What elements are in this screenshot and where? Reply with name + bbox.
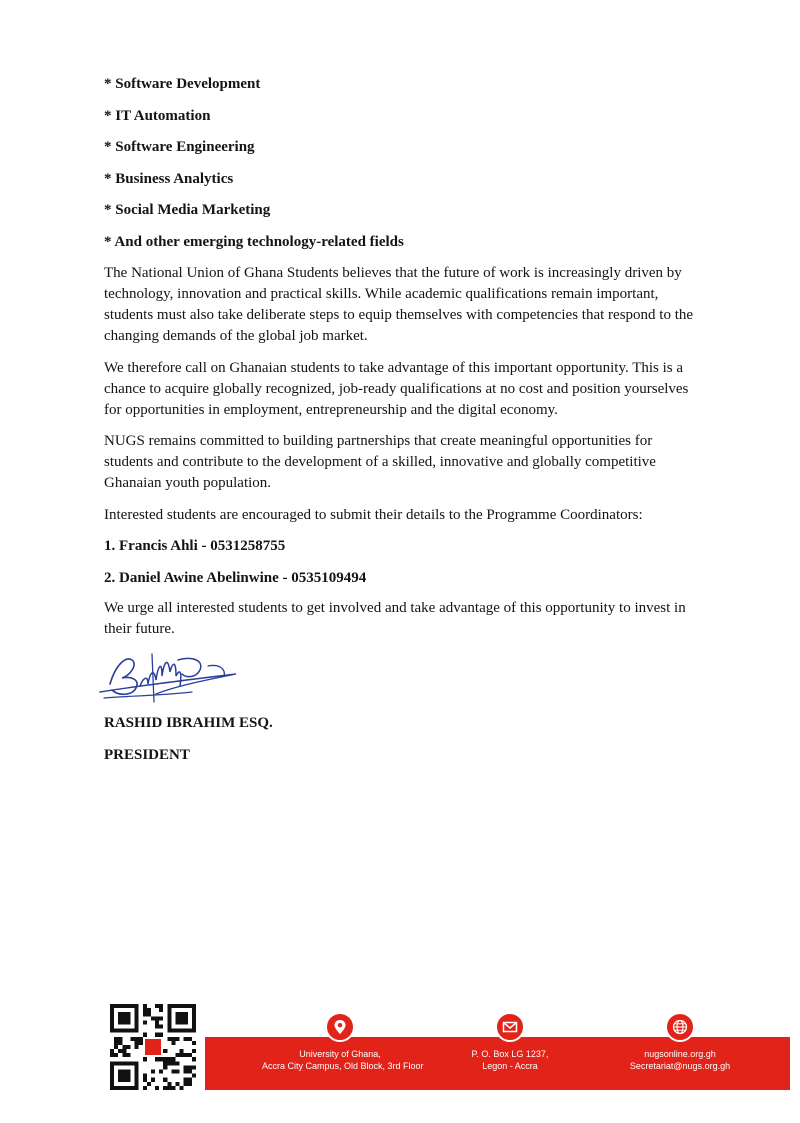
qr-module [122,1086,126,1090]
qr-module [159,1008,163,1012]
qr-module [118,1037,122,1041]
qr-module [110,1078,114,1082]
qr-module [159,1004,163,1008]
paragraph-submit-details: Interested students are encouraged to submit their details to the Programme Coordinators: [104,507,643,523]
qr-module [176,1061,180,1065]
qr-module [184,1078,188,1082]
qr-module [167,1024,171,1028]
footer-address [262,1012,424,1072]
qr-module [143,1008,147,1012]
qr-module [122,1078,126,1082]
qr-module [167,1020,171,1024]
qr-module [126,1004,130,1008]
list-item: * Business Analytics [104,170,234,187]
qr-module [126,1078,130,1082]
qr-module [180,1016,184,1020]
qr-module [192,1008,196,1012]
qr-module [151,1070,155,1074]
qr-module [155,1033,159,1037]
qr-module [135,1082,139,1086]
footer-address-line: Accra City Campus, Old Block, 3rd Floor [262,1061,424,1071]
qr-module [122,1016,126,1020]
qr-module [184,1053,188,1057]
paragraph-closing: We urge all interested students to get involved and take advantage of this opportunity to invest in their future. [104,600,686,637]
qr-module [122,1061,126,1065]
qr-module [159,1016,163,1020]
qr-module [126,1045,130,1049]
coordinator-1: 1. Francis Ahli - 0531258755 [104,538,286,554]
qr-module [135,1029,139,1033]
focus-area-list [104,74,404,264]
qr-module [155,1020,159,1024]
qr-module [135,1008,139,1012]
qr-module [118,1041,122,1045]
qr-module [114,1086,118,1090]
qr-module [151,1016,155,1020]
qr-module [180,1012,184,1016]
qr-module [155,1057,159,1061]
qr-module [188,1053,192,1057]
qr-module [118,1074,122,1078]
qr-module [114,1004,118,1008]
qr-module [192,1065,196,1069]
footer-postal-line: P. O. Box LG 1237, [471,1049,549,1059]
footer-web [612,1012,748,1072]
qr-module [192,1049,196,1053]
list-item: * Software Development [104,76,261,92]
qr-module [130,1004,134,1008]
qr-module [188,1037,192,1041]
list-item: * Software Engineering [104,139,255,156]
qr-module [192,1020,196,1024]
qr-module [135,1078,139,1082]
qr-module [180,1020,184,1024]
qr-module [110,1082,114,1086]
qr-module [110,1070,114,1074]
list-item: * IT Automation [104,107,211,124]
qr-module [135,1020,139,1024]
qr-module [135,1037,139,1041]
qr-module [147,1082,151,1086]
qr-module [135,1065,139,1069]
qr-module [114,1061,118,1065]
qr-module [130,1061,134,1065]
qr-module [184,1029,188,1033]
qr-module [167,1061,171,1065]
list-item: * And other emerging technology-related fields [104,233,404,250]
qr-module [171,1029,175,1033]
paragraph-nugs-commitment: NUGS remains committed to building partnerships that create meaningful opportunities for students and contribute to the development of a skilled, innovative and globally competitive Ghanaian youth population. [104,433,656,491]
qr-module [184,1016,188,1020]
qr-module [118,1086,122,1090]
qr-module [176,1004,180,1008]
qr-module [126,1061,130,1065]
qr-module [110,1049,114,1053]
qr-module [130,1029,134,1033]
qr-module [159,1024,163,1028]
qr-module [110,1053,114,1057]
qr-module [110,1008,114,1012]
qr-module [118,1029,122,1033]
qr-module [122,1053,126,1057]
qr-module [126,1086,130,1090]
signatory-name: RASHID IBRAHIM ESQ. [104,715,273,731]
qr-module [180,1086,184,1090]
qr-module [126,1070,130,1074]
qr-module [180,1049,184,1053]
qr-module [110,1061,114,1065]
qr-module [192,1024,196,1028]
qr-module [188,1029,192,1033]
qr-module [171,1041,175,1045]
qr-module [110,1086,114,1090]
qr-module [143,1057,147,1061]
qr-module [167,1037,171,1041]
qr-module [176,1070,180,1074]
qr-module [167,1086,171,1090]
qr-module [147,1012,151,1016]
qr-module [130,1086,134,1090]
qr-module [135,1045,139,1049]
qr-module [159,1070,163,1074]
qr-module [171,1004,175,1008]
coordinator-2: 2. Daniel Awine Abelinwine - 0535109494 [104,570,367,586]
qr-module [122,1049,126,1053]
qr-module [180,1004,184,1008]
qr-module [118,1012,122,1016]
qr-module [180,1029,184,1033]
qr-module [143,1012,147,1016]
paragraph-future-of-work: The National Union of Ghana Students believes that the future of work is increasingly driven by technology, innovation and practical skills. While academic qualifications remain important, students must also take deliberate steps to equip themselves with competencies that respond to the changing demands of the global job market. [104,265,694,344]
qr-module [114,1037,118,1041]
qr-module [192,1057,196,1061]
qr-module [176,1037,180,1041]
qr-module [118,1049,122,1053]
qr-module [143,1004,147,1008]
qr-module [163,1061,167,1065]
qr-module [184,1020,188,1024]
qr-module [135,1074,139,1078]
paragraph-call-to-students: We therefore call on Ghanaian students to take advantage of this important opportunity. This is a chance to acquire globally recognized, job-ready qualifications at no cost and position yourselves for opportunities in employment, entrepreneurship and the digital economy. [104,360,689,418]
qr-module [180,1053,184,1057]
qr-module [188,1065,192,1069]
qr-module [167,1016,171,1020]
footer-postal-line: Legon - Accra [482,1061,538,1071]
qr-module [147,1008,151,1012]
qr-module [163,1049,167,1053]
qr-module [135,1086,139,1090]
qr-module [188,1078,192,1082]
qr-module [192,1029,196,1033]
qr-module [135,1004,139,1008]
qr-module [114,1029,118,1033]
qr-module [126,1074,130,1078]
qr-module [192,1004,196,1008]
qr-module [122,1070,126,1074]
footer-website[interactable]: nugsonline.org.gh [644,1049,716,1059]
qr-module [122,1020,126,1024]
qr-module [118,1020,122,1024]
qr-module [159,1033,163,1037]
qr-code-icon[interactable] [110,1004,196,1090]
qr-module [184,1004,188,1008]
qr-module [126,1012,130,1016]
qr-module [118,1016,122,1020]
qr-module [135,1070,139,1074]
qr-module [171,1061,175,1065]
signatory-title: PRESIDENT [104,747,190,763]
qr-module [184,1012,188,1016]
qr-module [171,1070,175,1074]
qr-module [110,1074,114,1078]
qr-module [176,1029,180,1033]
signature-image [96,646,242,708]
qr-module [114,1053,118,1057]
qr-module [184,1082,188,1086]
qr-module [167,1057,171,1061]
qr-center-emblem [145,1039,161,1055]
qr-module [192,1041,196,1045]
qr-module [167,1008,171,1012]
qr-module [188,1004,192,1008]
qr-module [122,1029,126,1033]
qr-module [188,1082,192,1086]
footer-address-line: University of Ghana, [299,1049,381,1059]
qr-module [192,1012,196,1016]
qr-module [135,1016,139,1020]
qr-module [118,1078,122,1082]
qr-module [143,1033,147,1037]
qr-module [110,1024,114,1028]
qr-module [126,1053,130,1057]
footer-email[interactable]: Secretariat@nugs.org.gh [629,1061,731,1071]
qr-module [167,1012,171,1016]
qr-module [167,1082,171,1086]
qr-module [122,1045,126,1049]
qr-module [122,1004,126,1008]
mail-icon [495,1012,525,1042]
qr-module [143,1086,147,1090]
qr-module [110,1029,114,1033]
qr-module [163,1078,167,1082]
qr-module [139,1037,143,1041]
qr-module [122,1074,126,1078]
qr-module [110,1004,114,1008]
qr-module [184,1065,188,1069]
qr-module [192,1074,196,1078]
qr-module [192,1016,196,1020]
qr-module [114,1041,118,1045]
qr-module [184,1070,188,1074]
qr-module [151,1078,155,1082]
qr-module [135,1024,139,1028]
qr-module [163,1065,167,1069]
qr-module [167,1029,171,1033]
qr-module [155,1004,159,1008]
qr-module [122,1012,126,1016]
qr-module [143,1020,147,1024]
qr-module [118,1004,122,1008]
qr-module [188,1070,192,1074]
qr-module [114,1045,118,1049]
footer-postal [452,1012,568,1072]
qr-module [110,1020,114,1024]
qr-module [163,1086,167,1090]
qr-module [176,1082,180,1086]
qr-module [126,1016,130,1020]
qr-module [110,1065,114,1069]
location-pin-icon [325,1012,355,1042]
qr-module [163,1057,167,1061]
qr-module [110,1016,114,1020]
qr-module [118,1070,122,1074]
qr-module [184,1037,188,1041]
qr-module [135,1041,139,1045]
qr-module [176,1016,180,1020]
qr-module [171,1086,175,1090]
globe-icon [665,1012,695,1042]
qr-module [171,1037,175,1041]
qr-module [171,1057,175,1061]
qr-module [176,1012,180,1016]
qr-module [139,1041,143,1045]
qr-module [130,1037,134,1041]
qr-module [143,1074,147,1078]
qr-module [110,1012,114,1016]
qr-module [143,1078,147,1082]
qr-module [126,1020,130,1024]
qr-module [167,1004,171,1008]
list-item: * Social Media Marketing [104,202,271,219]
qr-module [135,1012,139,1016]
qr-module [176,1053,180,1057]
qr-module [135,1061,139,1065]
qr-module [118,1061,122,1065]
qr-module [176,1020,180,1024]
qr-module [155,1016,159,1020]
qr-module [126,1029,130,1033]
qr-module [155,1024,159,1028]
qr-module [159,1057,163,1061]
qr-module [155,1086,159,1090]
